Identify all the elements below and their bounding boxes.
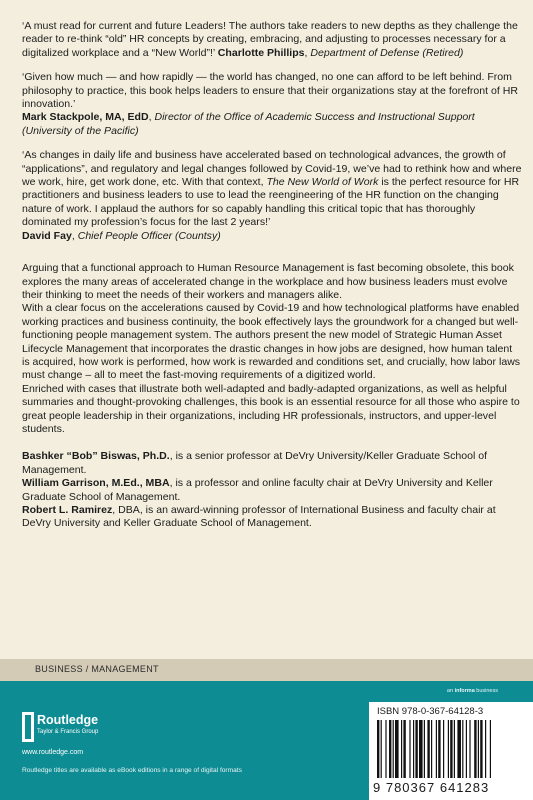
endorser-affiliation: Chief People Officer (Countsy)	[77, 229, 221, 242]
barcode-bar	[466, 720, 467, 778]
barcode-bar	[403, 720, 405, 778]
quote-text: ‘Given how much — and how rapidly — the world has changed, no one can afford to be left behind. From philosophy to practice, this book helps leaders to ensure that their organizations stay at the forefront of HR innovation.’	[22, 71, 518, 111]
routledge-mark-icon	[22, 712, 34, 742]
endorser-name: Mark Stackpole, MA, EdD	[22, 111, 149, 124]
informa-tag: an informa business	[446, 688, 498, 694]
publisher-footer	[0, 681, 533, 800]
barcode-bar	[427, 720, 429, 778]
author-name: Robert L. Ramirez	[22, 504, 113, 516]
barcode-bar	[462, 720, 463, 778]
book-title: The New World of Work	[266, 176, 379, 189]
author-bio: Bashker “Bob” Biswas, Ph.D., is a senior professor at DeVry University/Keller Graduate School of Management.	[22, 450, 488, 476]
barcode-bar	[490, 720, 491, 778]
endorsement-1: ‘A must read for current and future Leaders! The authors take readers to new depths as they challenge the reader to re-think “old” HR concepts by creating, embracing, and adjusting to processes necessary for a digitalized workplace and a “New World”!’ Charlotte Phillips, Department of Defense (Retired)	[22, 20, 518, 59]
barcode-bar	[393, 720, 394, 778]
barcode-bar	[478, 720, 479, 778]
barcode-bar	[469, 720, 470, 778]
isbn-label: ISBN 978-0-367-64128-3	[377, 706, 484, 717]
endorser-affiliation: Department of Defense (Retired)	[310, 46, 464, 59]
author-bio: William Garrison, M.Ed., MBA, is a professor and online faculty chair at DeVry University and Keller Graduate School of Management.	[22, 477, 493, 503]
barcode-bar	[485, 720, 486, 778]
barcode-bar	[413, 720, 414, 778]
barcode-bar	[450, 720, 452, 778]
barcode-number: 9 780367 641283	[373, 780, 490, 795]
blurb-paragraph: Enriched with cases that illustrate both well-adapted and badly-adapted organizations, as well as helpful summaries and thought-provoking challenges, this book is an essential resource for all those who aspire to great people leadership in their organizations, including HR professionals, instructors, and upper-level students.	[22, 382, 520, 435]
barcode-bar	[389, 720, 391, 778]
quote-text: is the perfect resource for HR practitioners and business leaders to use to lead the reengineering of the HR function on the changing nature of work. I applaud the authors for so capably handling this critical topic that has thoroughly dominated my profession’s focus for the last 2 years!’	[22, 176, 520, 229]
barcode-bar	[377, 720, 379, 778]
barcode-bar	[385, 720, 386, 778]
endorser-affiliation: Director of the Office of Academic Success and Instructional Support (University of the Pacific)	[22, 111, 475, 137]
barcode-bar	[381, 720, 382, 778]
blurb-paragraph: Arguing that a functional approach to Human Resource Management is fast becoming obsolete, this book explores the many areas of accelerated change in the workplace and how business leaders must evolve their thinking to meet the needs of their workers and managers alike.	[22, 262, 514, 301]
blurb-paragraph: With a clear focus on the accelerations caused by Covid-19 and how technological platforms have enabled working practices and business continuity, the book effectively lays the groundwork for a changed but well-functioning people management system. The authors present the new model of Strategic Human Asset Lifecycle Management that incorporates the drastic changes in how jobs are designed, how human talent is acquired, how work is performed, how work is rewarded and conditions set, and crucially, how labor laws must change – all to meet the fast-moving requirements of a digitized world.	[22, 302, 521, 382]
barcode-bar	[457, 720, 461, 778]
category-label: BUSINESS / MANAGEMENT	[35, 664, 159, 674]
barcode-bars	[377, 720, 527, 778]
publisher-name: Routledge	[37, 713, 99, 727]
publisher-website: www.routledge.com	[22, 749, 84, 756]
author-bio: Robert L. Ramirez, DBA, is an award-winning professor of International Business and faculty chair at DeVry University and Keller Graduate School of Management.	[22, 504, 496, 530]
quote-text: ‘As changes in daily life and business have accelerated based on technological advances, the growth of “applications”, and regulatory and legal changes followed by Covid-19, we’ve had to rethink how and where we work, hire, get work done, etc. With that context,	[22, 149, 522, 189]
author-name: William Garrison, M.Ed., MBA	[22, 477, 170, 490]
barcode-bar	[436, 720, 437, 778]
category-band	[0, 659, 533, 681]
ebook-note: Routledge titles are available as eBook editions in a range of digital formats	[22, 767, 242, 774]
barcode-bar	[454, 720, 455, 778]
barcode-bar	[401, 720, 402, 778]
publisher-group: Taylor & Francis Group	[37, 729, 99, 735]
barcode-bar	[480, 720, 482, 778]
endorser-name: David Fay	[22, 229, 72, 242]
endorser-name: Charlotte Phillips	[217, 46, 305, 59]
barcode-bar	[409, 720, 410, 778]
endorsement-2: ‘Given how much — and how rapidly — the world has changed, no one can afford to be left behind. From philosophy to practice, this book helps leaders to ensure that their organizations stay at the forefront of HR innovation.’ Mark Stackpole, MA, EdD, Director of the Office of Academic Success and Instructional Support (University of the Pacific)	[22, 71, 522, 138]
barcode-icon	[369, 702, 533, 800]
barcode-bar	[424, 720, 425, 778]
author-name: Bashker “Bob” Biswas, Ph.D.	[22, 450, 170, 463]
routledge-logo-icon	[22, 712, 112, 742]
barcode-bar	[448, 720, 449, 778]
barcode-bar	[415, 720, 417, 778]
endorsement-3: ‘As changes in daily life and business have accelerated based on technological advances, the growth of “applications”, and regulatory and legal changes followed by Covid-19, we’ve had to rethink how and where we work, hire, get work done, etc. With that context, The New World of Work is the perfect resource for HR practitioners and business leaders to use to lead the reengineering of the HR function on the changing nature of work. I applaud the authors for so capably handling this critical topic that has thoroughly dominated my profession’s focus for the last 2 years!’ David Fay, Chief People Officer (Countsy)	[22, 149, 522, 242]
barcode-bar	[419, 720, 423, 778]
barcode-bar	[443, 720, 444, 778]
back-cover-text	[22, 20, 522, 531]
barcode-bar	[438, 720, 440, 778]
quote-text: ‘A must read for current and future Leaders! The authors take readers to new depths as they challenge the reader to re-think “old” HR concepts by creating, embracing, and adjusting to processes necessary for a digitalized workplace and a “New World”!’	[22, 20, 518, 59]
barcode-bar	[431, 720, 432, 778]
barcode-bar	[395, 720, 399, 778]
barcode-bar	[474, 720, 476, 778]
